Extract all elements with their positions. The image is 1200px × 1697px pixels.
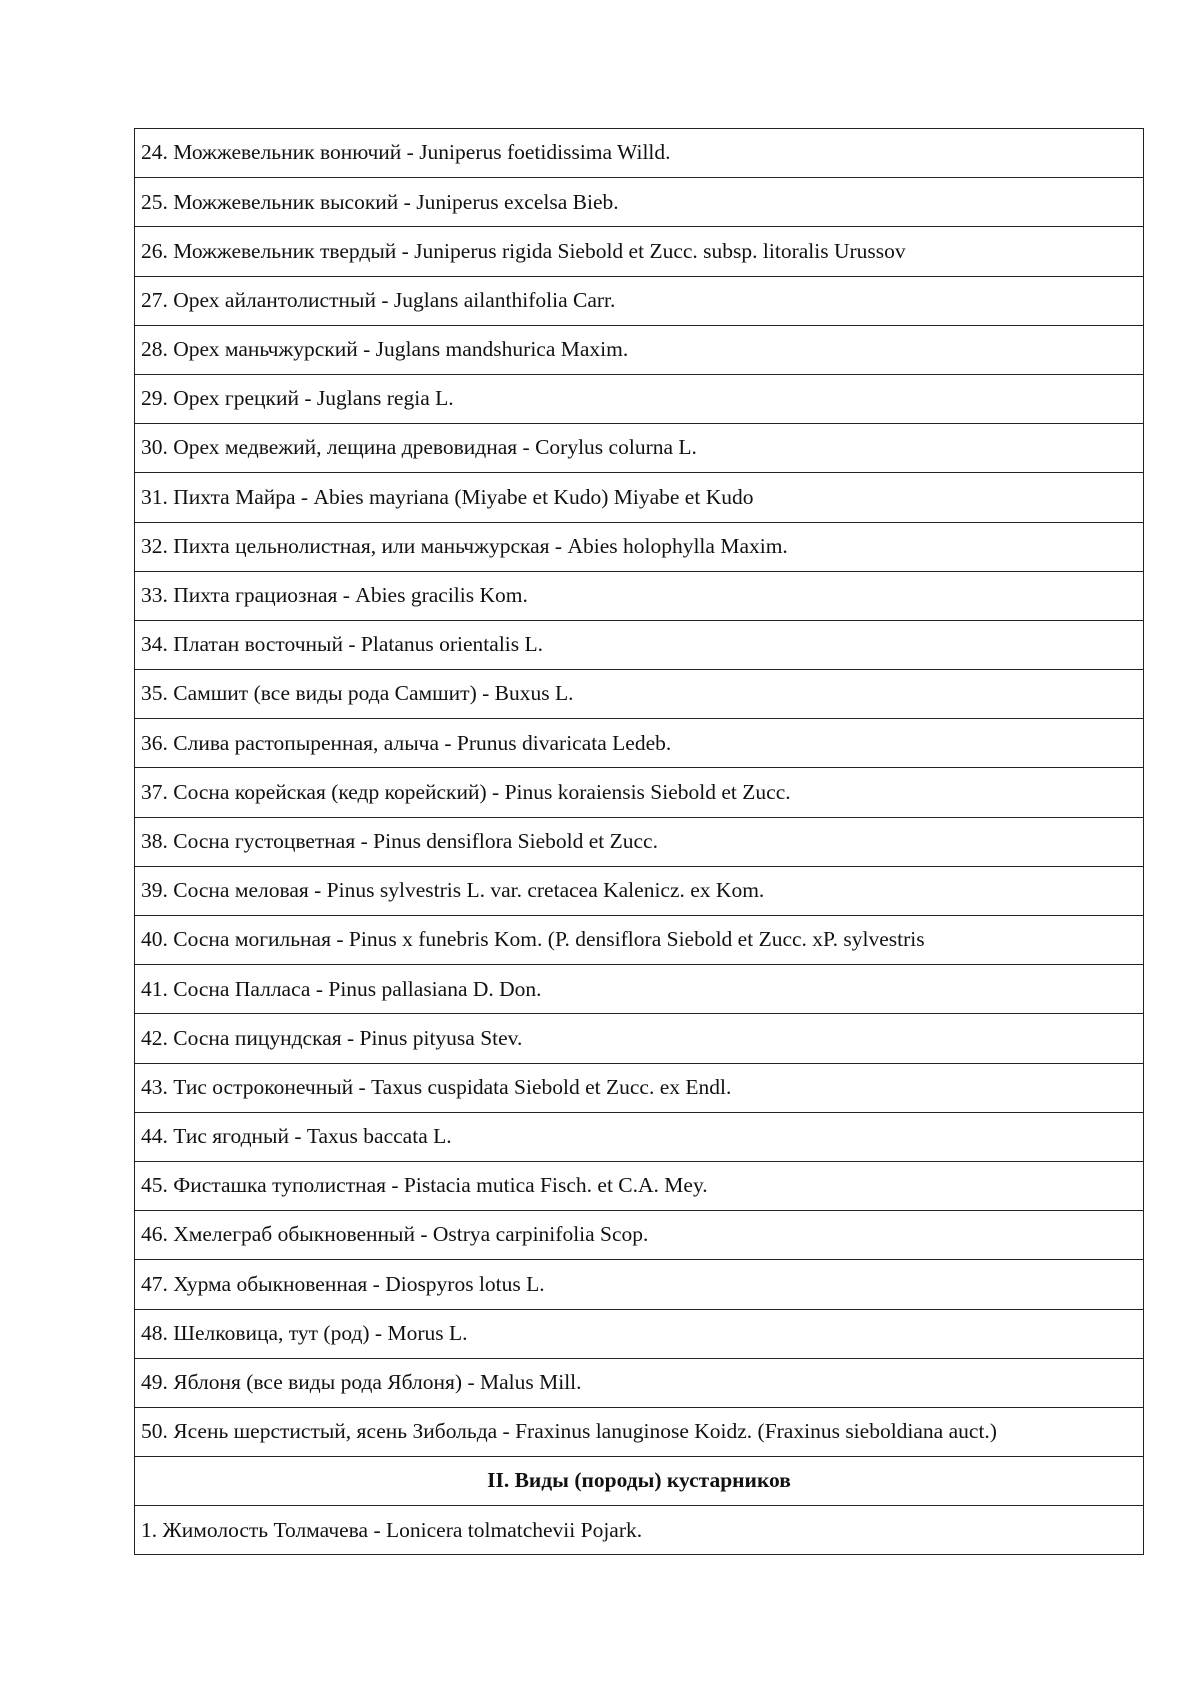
table-row xyxy=(135,1112,1144,1161)
table-cell: 26. Можжевельник твердый - Juniperus rigida Siebold et Zucc. subsp. litoralis Urussov xyxy=(135,227,1144,276)
table-row xyxy=(135,1506,1144,1555)
table-cell: 36. Слива растопыренная, алыча - Prunus divaricata Ledeb. xyxy=(135,719,1144,768)
table-cell: 38. Сосна густоцветная - Pinus densiflora Siebold et Zucc. xyxy=(135,817,1144,866)
table-row xyxy=(135,276,1144,325)
table-row xyxy=(135,129,1144,178)
species-table-body xyxy=(135,129,1144,1555)
table-row xyxy=(135,1014,1144,1063)
table-row xyxy=(135,1407,1144,1456)
table-row xyxy=(135,473,1144,522)
table-cell: 44. Тис ягодный - Taxus baccata L. xyxy=(135,1112,1144,1161)
table-cell: 30. Орех медвежий, лещина древовидная - Corylus colurna L. xyxy=(135,424,1144,473)
table-row xyxy=(135,866,1144,915)
table-row xyxy=(135,965,1144,1014)
table-row xyxy=(135,768,1144,817)
table-cell: 45. Фисташка туполистная - Pistacia mutica Fisch. et C.A. Mey. xyxy=(135,1161,1144,1210)
table-cell: 27. Орех айлантолистный - Juglans ailanthifolia Carr. xyxy=(135,276,1144,325)
table-row xyxy=(135,1161,1144,1210)
table-cell: 48. Шелковица, тут (род) - Morus L. xyxy=(135,1309,1144,1358)
table-cell: 40. Сосна могильная - Pinus x funebris Kom. (P. densiflora Siebold et Zucc. xP. sylvestris xyxy=(135,916,1144,965)
table-cell: 24. Можжевельник вонючий - Juniperus foetidissima Willd. xyxy=(135,129,1144,178)
table-row xyxy=(135,670,1144,719)
table-row xyxy=(135,325,1144,374)
table-cell: 28. Орех маньчжурский - Juglans mandshurica Maxim. xyxy=(135,325,1144,374)
table-row xyxy=(135,1309,1144,1358)
table-row xyxy=(135,178,1144,227)
table-cell: 47. Хурма обыкновенная - Diospyros lotus L. xyxy=(135,1260,1144,1309)
section-heading-row xyxy=(135,1457,1144,1506)
table-cell: 41. Сосна Палласа - Pinus pallasiana D. Don. xyxy=(135,965,1144,1014)
table-cell: 1. Жимолость Толмачева - Lonicera tolmatchevii Pojark. xyxy=(135,1506,1144,1555)
table-cell: 50. Ясень шерстистый, ясень Зибольда - Fraxinus lanuginose Koidz. (Fraxinus sieboldiana auct.) xyxy=(135,1407,1144,1456)
table-cell: 42. Сосна пицундская - Pinus pityusa Stev. xyxy=(135,1014,1144,1063)
table-cell: 25. Можжевельник высокий - Juniperus excelsa Bieb. xyxy=(135,178,1144,227)
table-cell: 46. Хмелеграб обыкновенный - Ostrya carpinifolia Scop. xyxy=(135,1211,1144,1260)
table-row xyxy=(135,1063,1144,1112)
table-cell: 33. Пихта грациозная - Abies gracilis Kom. xyxy=(135,571,1144,620)
table-row xyxy=(135,571,1144,620)
table-row xyxy=(135,719,1144,768)
table-cell: 37. Сосна корейская (кедр корейский) - Pinus koraiensis Siebold et Zucc. xyxy=(135,768,1144,817)
table-row xyxy=(135,424,1144,473)
section-heading: II. Виды (породы) кустарников xyxy=(135,1457,1144,1506)
table-row xyxy=(135,522,1144,571)
table-row xyxy=(135,1358,1144,1407)
table-row xyxy=(135,1260,1144,1309)
table-row xyxy=(135,227,1144,276)
table-cell: 39. Сосна меловая - Pinus sylvestris L. var. cretacea Kalenicz. ex Kom. xyxy=(135,866,1144,915)
table-cell: 32. Пихта цельнолистная, или маньчжурская - Abies holophylla Maxim. xyxy=(135,522,1144,571)
table-row xyxy=(135,916,1144,965)
table-cell: 43. Тис остроконечный - Taxus cuspidata Siebold et Zucc. ex Endl. xyxy=(135,1063,1144,1112)
table-row xyxy=(135,1211,1144,1260)
table-cell: 31. Пихта Майра - Abies mayriana (Miyabe et Kudo) Miyabe et Kudo xyxy=(135,473,1144,522)
table-cell: 34. Платан восточный - Platanus orientalis L. xyxy=(135,620,1144,669)
table-row xyxy=(135,817,1144,866)
species-table xyxy=(134,128,1144,1555)
table-cell: 35. Самшит (все виды рода Самшит) - Buxus L. xyxy=(135,670,1144,719)
table-row xyxy=(135,374,1144,423)
table-cell: 49. Яблоня (все виды рода Яблоня) - Malus Mill. xyxy=(135,1358,1144,1407)
table-row xyxy=(135,620,1144,669)
table-cell: 29. Орех грецкий - Juglans regia L. xyxy=(135,374,1144,423)
